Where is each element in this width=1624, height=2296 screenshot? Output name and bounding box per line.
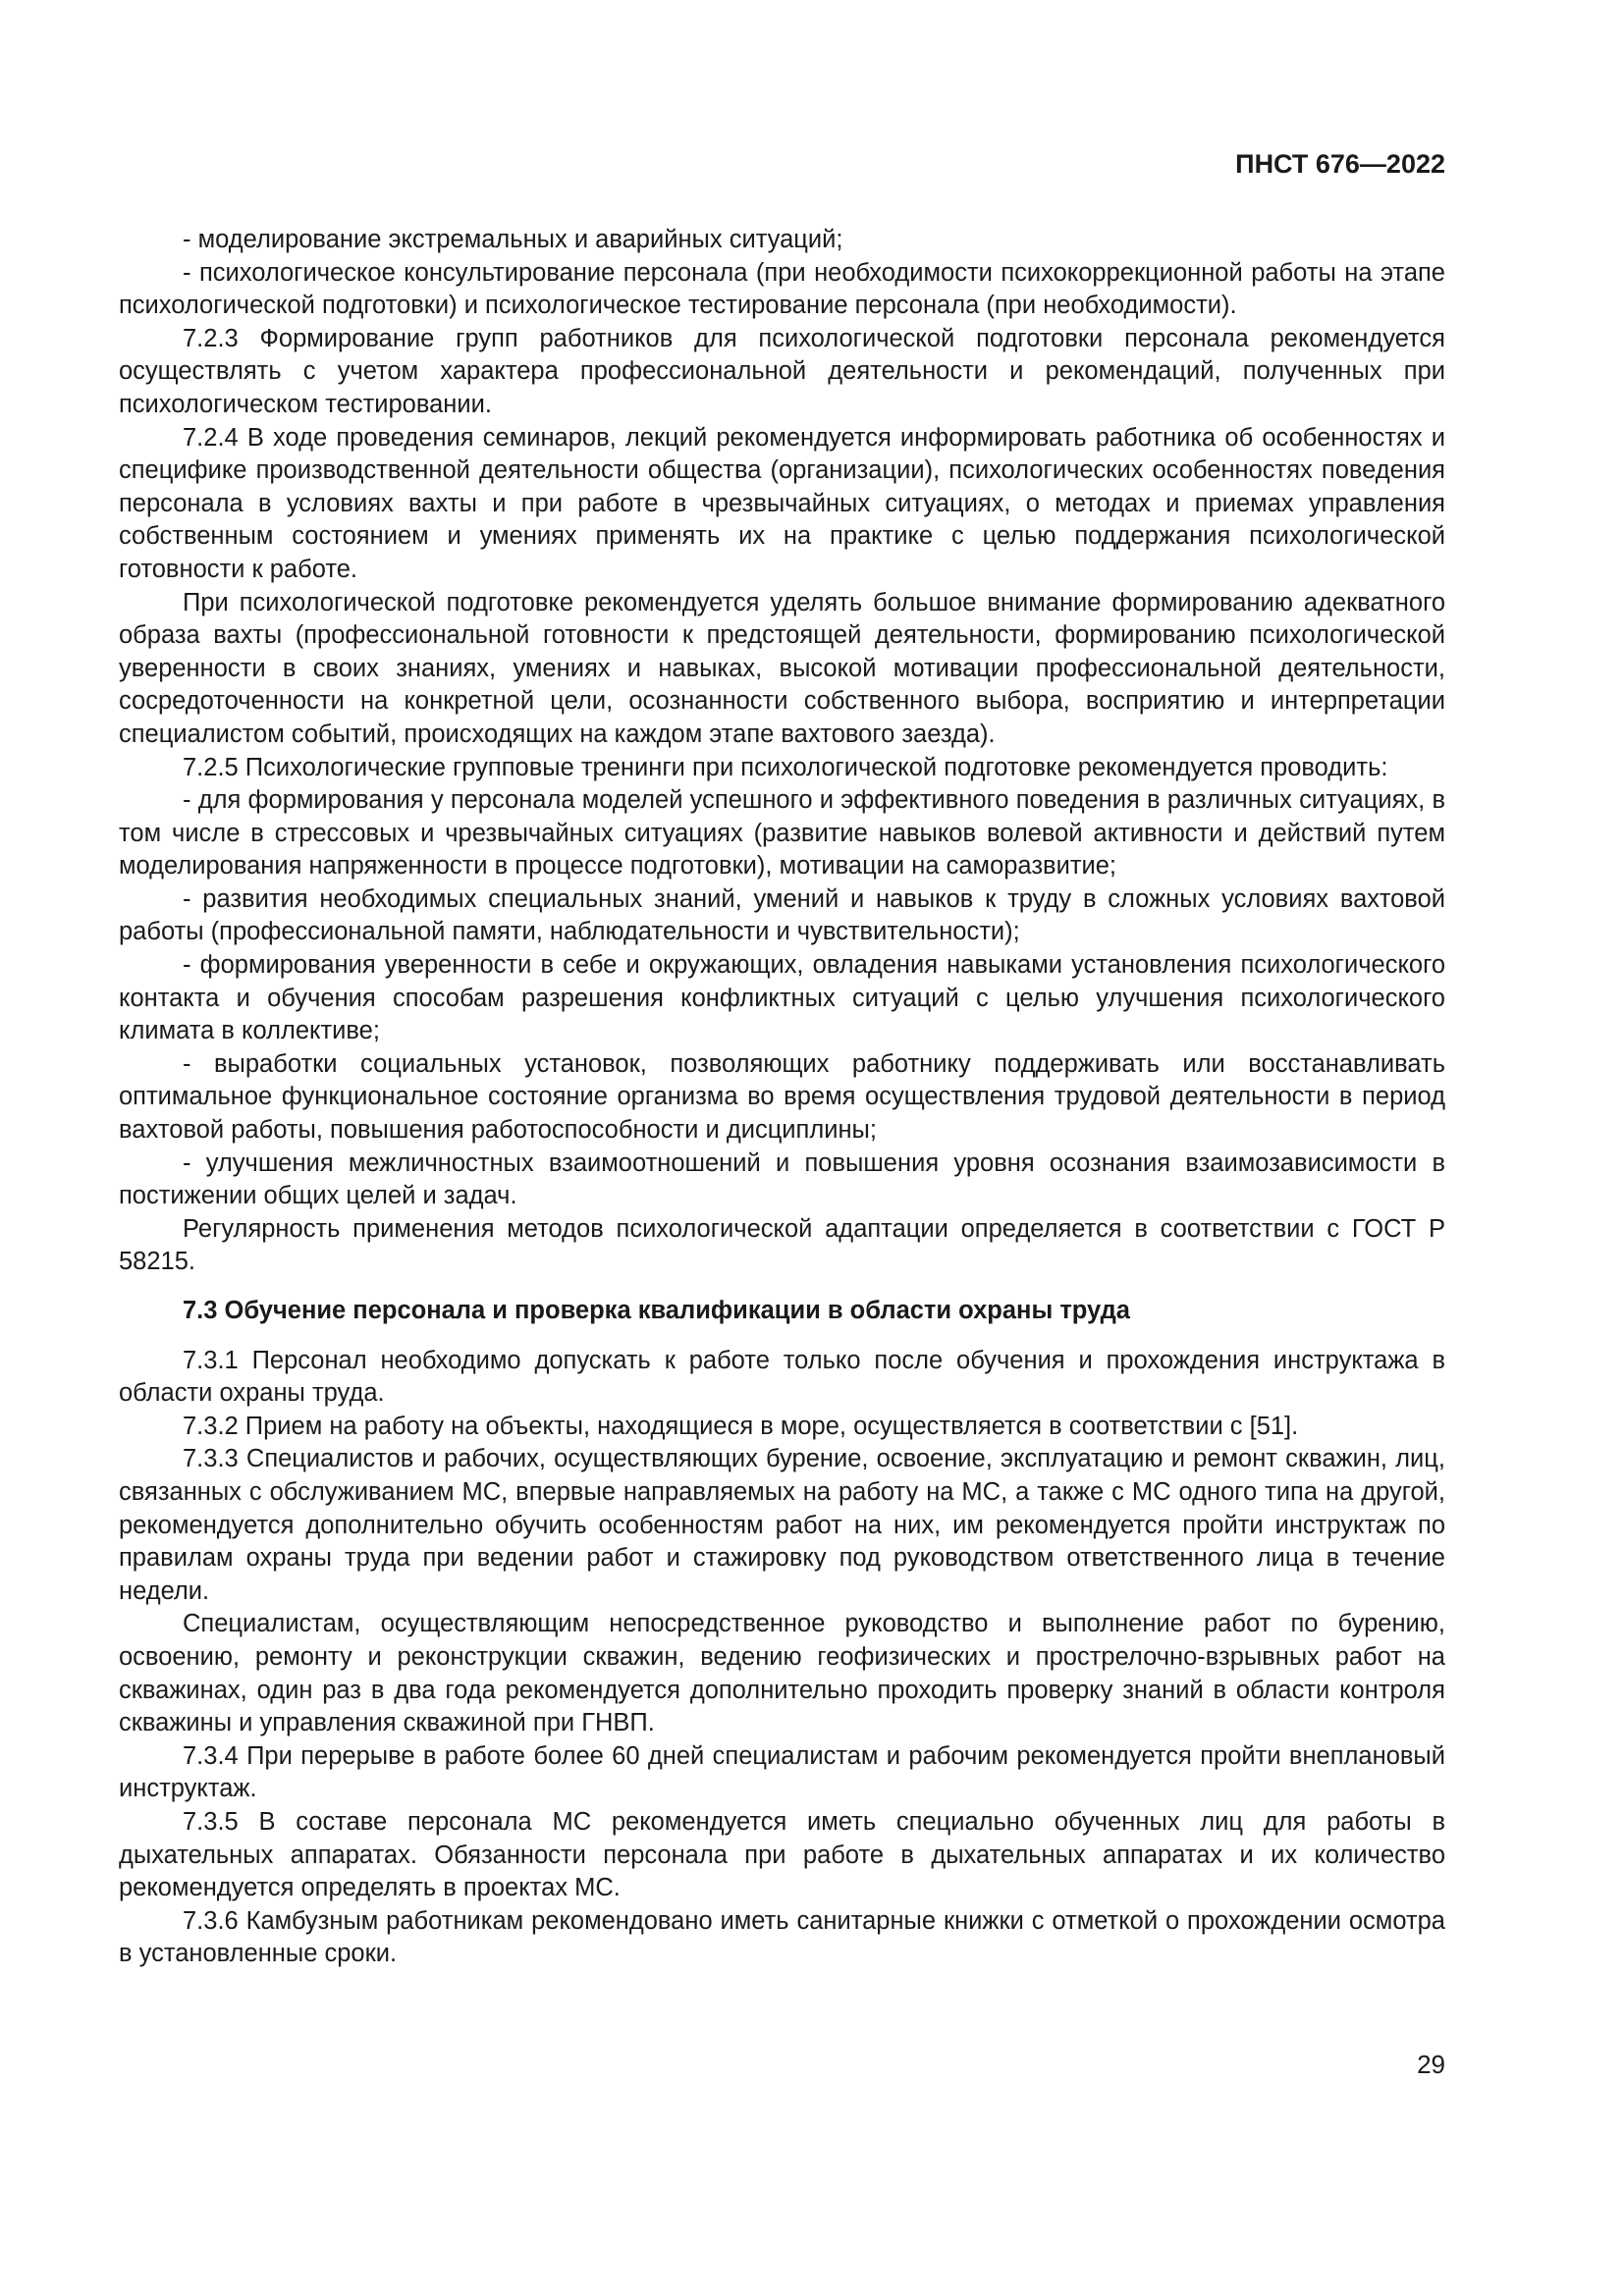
paragraph: 7.2.3 Формирование групп работников для психологической подготовки персонала рекомендуется осуществлять с учетом характера профессиональной деятельности и рекомендаций, полученных при психологическом тестировании. (119, 324, 1445, 418)
paragraph: - улучшения межличностных взаимоотношений и повышения уровня осознания взаимозависимости в постижении общих целей и задач. (119, 1148, 1445, 1210)
paragraph: 7.3.1 Персонал необходимо допускать к работе только после обучения и прохождения инструктажа в области охраны труда. (119, 1346, 1445, 1408)
page-number: 29 (1417, 2050, 1445, 2079)
paragraph: Специалистам, осуществляющим непосредственное руководство и выполнение работ по бурению, освоению, ремонту и реконструкции скважин, ведению геофизических и прострелочно-взрывных работ на скважинах, один раз в два года рекомендуется дополнительно проходить проверку знаний в области контроля скважины и управления скважиной при ГНВП. (119, 1610, 1445, 1737)
paragraph: При психологической подготовке рекомендуется уделять большое внимание формированию адекватного образа вахты (профессиональной готовности к предстоящей деятельности, формированию психологической уверенности в своих знаниях, умениях и навыках, высокой мотивации профессиональной деятельности, сосредоточенности на конкретной цели, осознанности собственного выбора, восприятию и интерпретации специалистом событий, происходящих на каждом этапе вахтового заезда). (119, 588, 1445, 748)
document-code: ПНСТ 676—2022 (1235, 149, 1445, 179)
paragraph: 7.3.6 Камбузным работникам рекомендовано иметь санитарные книжки с отметкой о прохождении осмотра в установленные сроки. (119, 1906, 1445, 1968)
paragraph: 7.3.4 При перерыве в работе более 60 дней специалистам и рабочим рекомендуется пройти внеплановый инструктаж. (119, 1741, 1445, 1803)
paragraph: - психологическое консультирование персонала (при необходимости психокоррекционной работы на этапе психологической подготовки) и психологическое тестирование персонала (при необходимости). (119, 258, 1445, 320)
paragraph: 7.3.2 Прием на работу на объекты, находящиеся в море, осуществляется в соответствии с [51]. (183, 1412, 1299, 1440)
paragraph: 7.3.3 Специалистов и рабочих, осуществляющих бурение, освоение, эксплуатацию и ремонт скважин, лиц, связанных с обслуживанием МС, впервые направляемых на работу на МС, а также с МС одного типа на другой, рекомендуется дополнительно обучить особенностям работ на них, им рекомендуется пройти инструктаж по правилам охраны труда при ведении работ и стажировку под руководством ответственного лица в течение недели. (119, 1445, 1445, 1605)
paragraph: 7.2.5 Психологические групповые тренинги при психологической подготовке рекомендуется проводить: (183, 753, 1388, 781)
document-body (119, 224, 1445, 1971)
section-heading: 7.3 Обучение персонала и проверка квалификации в области охраны труда (183, 1297, 1130, 1324)
paragraph: - для формирования у персонала моделей успешного и эффективного поведения в различных ситуациях, в том числе в стрессовых и чрезвычайных ситуациях (развитие навыков волевой активности и действий путем моделирования напряженности в процессе подготовки), мотивации на саморазвитие; (119, 786, 1445, 881)
paragraph: 7.3.5 В составе персонала МС рекомендуется иметь специально обученных лиц для работы в дыхательных аппаратах. Обязанности персонала при работе в дыхательных аппаратах и их количество рекомендуется определять в проектах МС. (119, 1807, 1445, 1902)
paragraph: Регулярность применения методов психологической адаптации определяется в соответствии с ГОСТ Р 58215. (119, 1214, 1445, 1276)
paragraph: - формирования уверенности в себе и окружающих, овладения навыками установления психологического контакта и обучения способам разрешения конфликтных ситуаций с целью улучшения психологического климата в коллективе; (119, 951, 1445, 1045)
paragraph: 7.2.4 В ходе проведения семинаров, лекций рекомендуется информировать работника об особенностях и специфике производственной деятельности общества (организации), психологических особенностях поведения персонала в условиях вахты и при работе в чрезвычайных ситуациях, о методах и приемах управления собственным состоянием и умениях применять их на практике с целью поддержания психологической готовности к работе. (119, 423, 1445, 583)
paragraph: - развития необходимых специальных знаний, умений и навыков к труду в сложных условиях вахтовой работы (профессиональной памяти, наблюдательности и чувствительности); (119, 884, 1445, 946)
paragraph: - выработки социальных установок, позволяющих работнику поддерживать или восстанавливать оптимальное функциональное состояние организма во время осуществления трудовой деятельности в период вахтовой работы, повышения работоспособности и дисциплины; (119, 1049, 1445, 1145)
paragraph: - моделирование экстремальных и аварийных ситуаций; (183, 226, 843, 253)
